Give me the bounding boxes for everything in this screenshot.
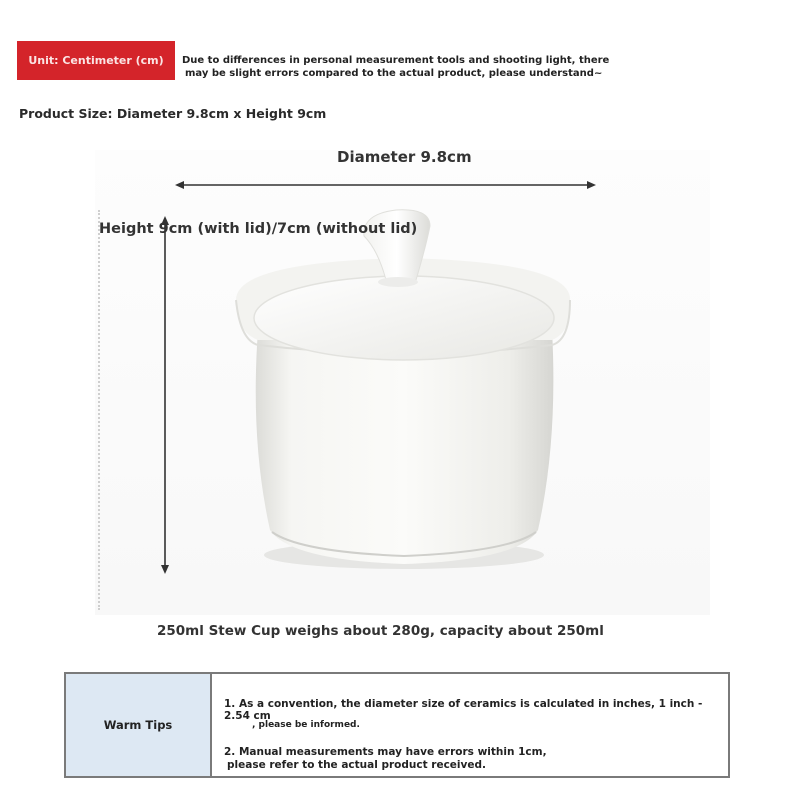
- tip-1-note: , please be informed.: [252, 720, 360, 730]
- product-size-text: Product Size: Diameter 9.8cm x Height 9cm: [19, 106, 327, 121]
- capacity-caption: 250ml Stew Cup weighs about 280g, capacity about 250ml: [157, 623, 604, 639]
- diameter-label: Diameter 9.8cm: [337, 148, 472, 166]
- unit-badge: Unit: Centimeter (cm): [17, 41, 175, 80]
- diameter-arrow: [175, 181, 596, 189]
- tip-2-line-2: please refer to the actual product received.: [227, 759, 486, 771]
- height-label: Height 9cm (with lid)/7cm (without lid): [99, 221, 418, 237]
- tip-2-line-1: 2. Manual measurements may have errors within 1cm,: [224, 746, 547, 758]
- stew-cup-image: [236, 210, 570, 569]
- disclaimer-line-1: Due to differences in personal measurement tools and shooting light, there: [182, 55, 610, 66]
- disclaimer-line-2: may be slight errors compared to the actual product, please understand~: [185, 68, 603, 79]
- warm-tips-title: Warm Tips: [66, 674, 212, 776]
- height-arrow: [161, 216, 169, 574]
- tip-1: 1. As a convention, the diameter size of ceramics is calculated in inches, 1 inch - 2.54 cm: [224, 698, 703, 722]
